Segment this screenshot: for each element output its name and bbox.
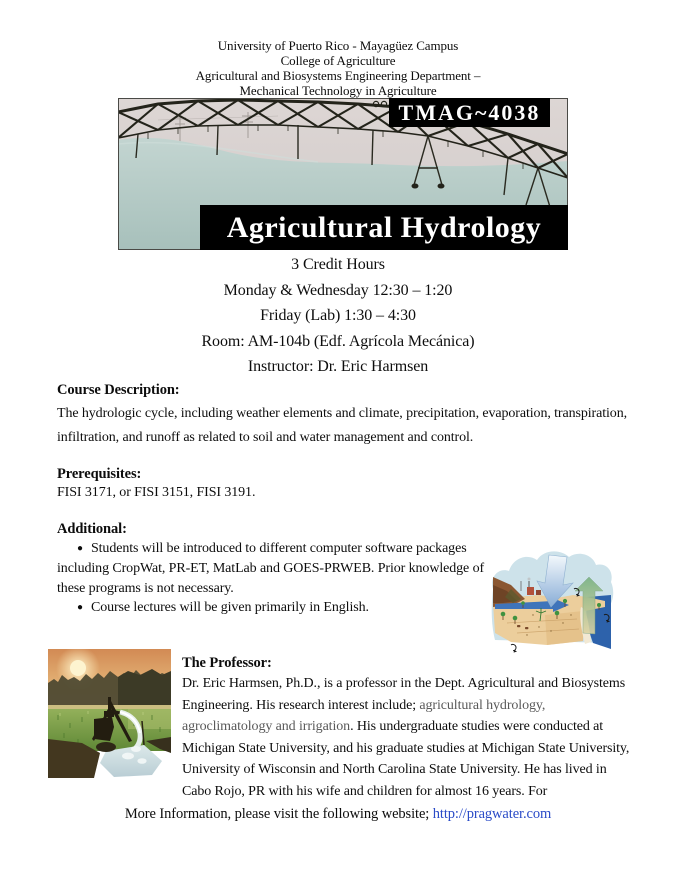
- university-header: [0, 38, 676, 98]
- professor-heading: The Professor:: [182, 655, 272, 671]
- additional-item-1-line: Students will be introduced to different computer software packages: [90, 541, 467, 556]
- professor-bio-line: Dr. Eric Harmsen, Ph.D., is a professor in the Dept. Agricultural and Biosystems: [182, 676, 626, 691]
- irrigation-pump-photo: [48, 649, 171, 778]
- website-link[interactable]: http://pragwater.com: [432, 806, 552, 822]
- bullet-icon: ●: [77, 602, 83, 613]
- description-heading: Course Description:: [57, 382, 180, 398]
- header-line-college: College of Agriculture: [280, 53, 396, 68]
- prerequisites-text: FISI 3171, or FISI 3151, FISI 3191.: [57, 485, 256, 500]
- lab-schedule: Friday (Lab) 1:30 – 4:30: [260, 307, 416, 324]
- additional-item-1-line: these programs is not necessary.: [57, 581, 234, 596]
- research-interest-phrase: agricultural hydrology,: [419, 697, 546, 713]
- description-text: [57, 402, 627, 450]
- professor-bio-line: Cabo Rojo, PR with his wife and children for almost 16 years. For: [182, 783, 548, 799]
- hydrologic-cycle-illustration: [487, 545, 615, 660]
- room: Room: AM-104b (Edf. Agrícola Mecánica): [201, 332, 475, 350]
- footer-text: More Information, please visit the following website;: [124, 806, 433, 822]
- description-line: The hydrologic cycle, including weather elements and climate, precipitation, evaporation, transpiration,: [57, 406, 628, 421]
- footer: [0, 806, 676, 823]
- professor-bio-line: Engineering. His research interest include; agricultural hydrology,: [182, 697, 546, 713]
- professor-bio-line: Michigan State University, and his graduate studies at Michigan State University,: [182, 740, 630, 756]
- credit-hours: 3 Credit Hours: [291, 256, 385, 273]
- banner-title: Agricultural Hydrology: [200, 205, 568, 250]
- course-code-badge: TMAG~4038: [389, 98, 550, 127]
- sun: [70, 660, 86, 676]
- header-line-program: Mechanical Technology in Agriculture: [239, 83, 437, 98]
- additional-item-1-line: including CropWat, PR-ET, MatLab and GOES-PRWEB. Prior knowledge of: [57, 561, 485, 576]
- header-line-department: Agricultural and Biosystems Engineering Department –: [195, 68, 481, 83]
- additional-item-2: [77, 600, 369, 616]
- additional-item-2-text: Course lectures will be given primarily in English.: [90, 600, 369, 615]
- professor-bio-line: agroclimatology and irrigation. His undergraduate studies were conducted at: [182, 719, 604, 734]
- lecture-schedule: Monday & Wednesday 12:30 – 1:20: [223, 281, 453, 299]
- bullet-icon: ●: [77, 543, 83, 554]
- header-line-university: University of Puerto Rico - Mayagüez Campus: [217, 38, 459, 53]
- prerequisites-heading: Prerequisites:: [57, 466, 142, 482]
- professor-bio: [182, 673, 629, 802]
- course-info: [0, 252, 676, 380]
- description-line: infiltration, and runoff as related to soil and water management and control.: [57, 430, 474, 445]
- instructor: Instructor: Dr. Eric Harmsen: [247, 358, 429, 375]
- banner-image: [118, 98, 568, 250]
- research-interest-phrase: agroclimatology and irrigation: [182, 719, 351, 734]
- professor-bio-line: University of Wisconsin and North Carolina State University. He has lived in: [182, 762, 607, 777]
- additional-item-1: [77, 541, 467, 557]
- additional-heading: Additional:: [57, 521, 127, 537]
